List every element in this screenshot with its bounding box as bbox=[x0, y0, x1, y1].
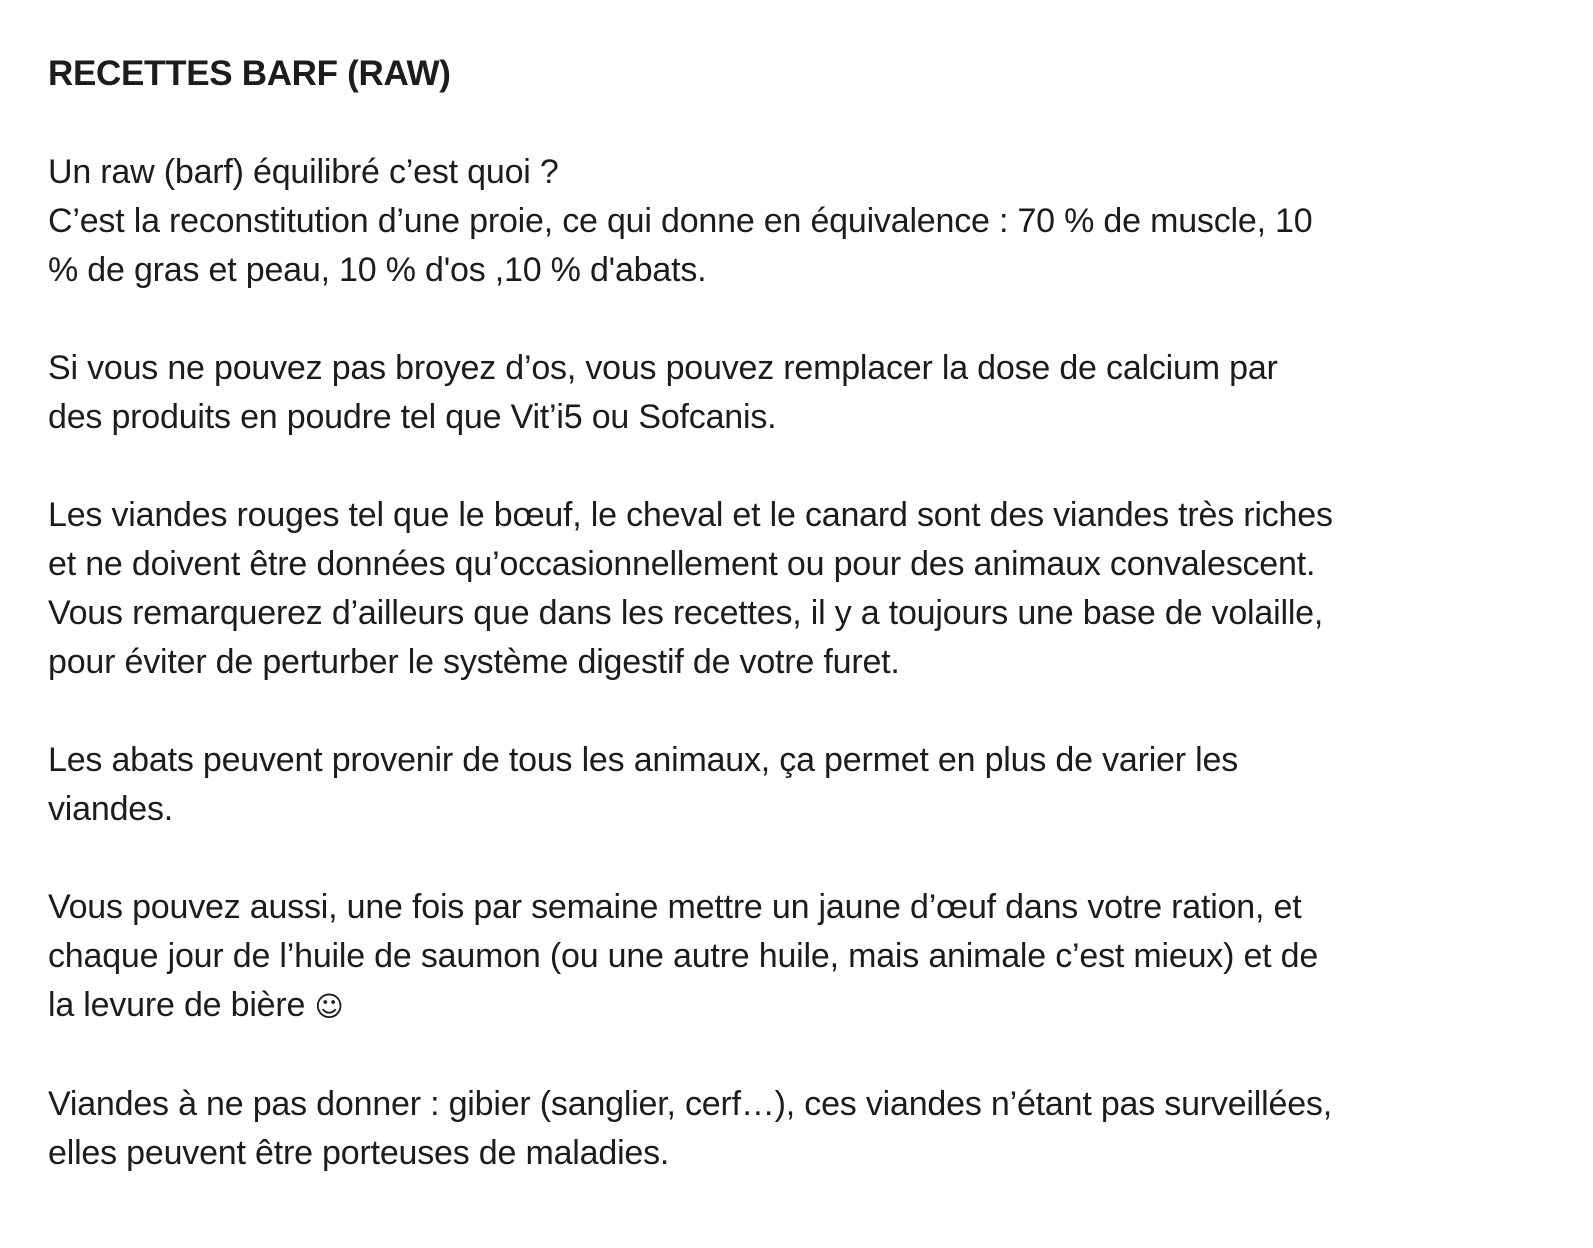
text-line: pour éviter de perturber le système digestif de votre furet. bbox=[48, 643, 900, 681]
text-line: elles peuvent être porteuses de maladies. bbox=[48, 1134, 670, 1172]
text-line: Les viandes rouges tel que le bœuf, le cheval et le canard sont des viandes très riches bbox=[48, 496, 1333, 534]
text-line: des produits en poudre tel que Vit’i5 ou Sofcanis. bbox=[48, 398, 777, 436]
text-line: Si vous ne pouvez pas broyez d’os, vous pouvez remplacer la dose de calcium par bbox=[48, 349, 1278, 387]
text-line: C’est la reconstitution d’une proie, ce qui donne en équivalence : 70 % de muscle, 10 bbox=[48, 202, 1313, 240]
text-line: viandes. bbox=[48, 790, 174, 828]
paragraph-offal bbox=[48, 736, 1548, 834]
smiley-icon: ☺ bbox=[314, 990, 344, 1023]
text-line: Les abats peuvent provenir de tous les animaux, ça permet en plus de varier les bbox=[48, 741, 1238, 779]
document-title: RECETTES BARF (RAW) bbox=[48, 54, 451, 93]
text-line: Vous pouvez aussi, une fois par semaine mettre un jaune d’œuf dans votre ration, et bbox=[48, 888, 1302, 926]
text-segment: la levure de bière bbox=[48, 986, 306, 1024]
text-line-with-icon bbox=[48, 981, 1548, 1031]
paragraph-intro bbox=[48, 148, 1548, 295]
paragraph-forbidden-meats bbox=[48, 1080, 1548, 1178]
text-line: et ne doivent être données qu’occasionnellement ou pour des animaux convalescent. bbox=[48, 545, 1316, 583]
text-line: chaque jour de l’huile de saumon (ou une autre huile, mais animale c’est mieux) et de bbox=[48, 937, 1319, 975]
document-page bbox=[48, 50, 1548, 1227]
paragraph-red-meat bbox=[48, 491, 1548, 687]
text-line: Un raw (barf) équilibré c’est quoi ? bbox=[48, 153, 559, 191]
text-line: Viandes à ne pas donner : gibier (sanglier, cerf…), ces viandes n’étant pas surveillées, bbox=[48, 1085, 1332, 1123]
paragraph-calcium bbox=[48, 344, 1548, 442]
text-line: % de gras et peau, 10 % d'os ,10 % d'abats. bbox=[48, 251, 707, 289]
paragraph-supplements bbox=[48, 883, 1548, 1031]
text-line: Vous remarquerez d’ailleurs que dans les recettes, il y a toujours une base de volaille, bbox=[48, 594, 1324, 632]
